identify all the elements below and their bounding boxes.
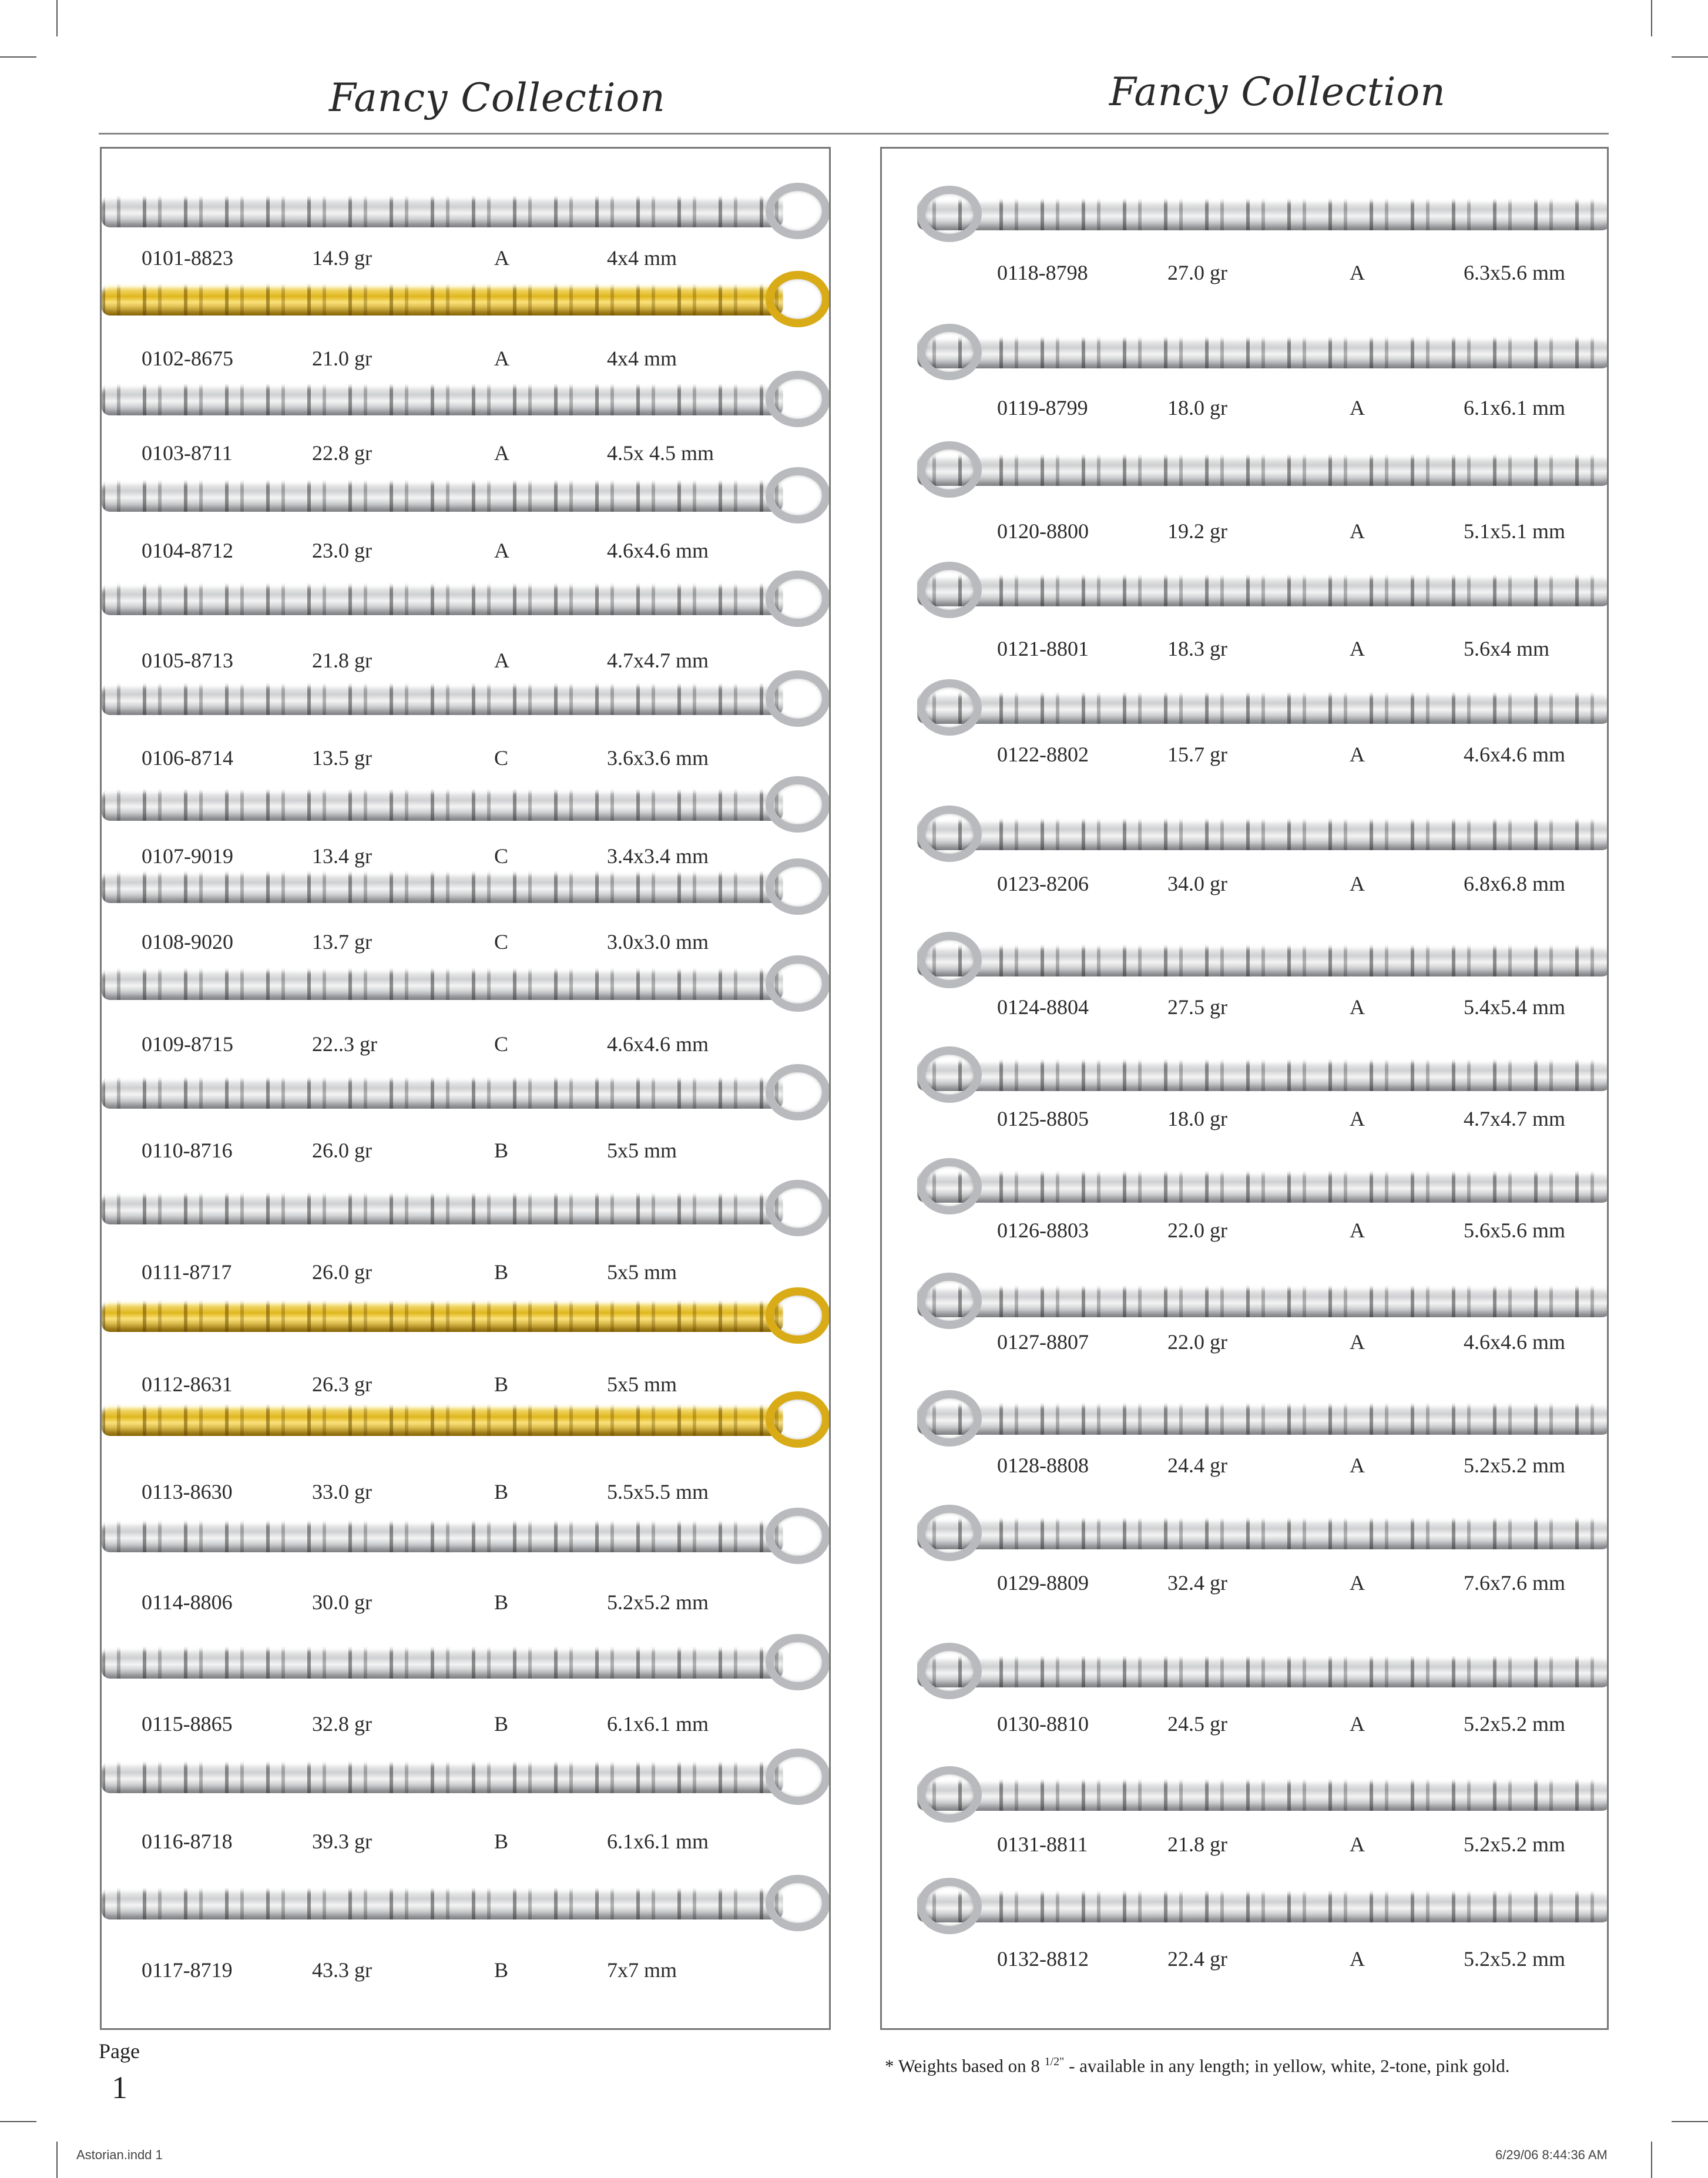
size-label: 7.6x7.6 mm	[1464, 1571, 1566, 1595]
grade-label: A	[1350, 1219, 1365, 1242]
weight-label: 19.2 gr	[1167, 519, 1227, 543]
chain-image	[102, 1761, 783, 1793]
sku-label: 0110-8716	[142, 1139, 233, 1162]
clasp-icon	[917, 679, 982, 736]
grade-label: A	[1350, 995, 1365, 1019]
grade-label: B	[494, 1712, 509, 1736]
weight-label: 30.0 gr	[312, 1590, 372, 1614]
sku-label: 0132-8812	[997, 1947, 1089, 1971]
weight-label: 24.4 gr	[1167, 1454, 1227, 1477]
grade-label: A	[1350, 1330, 1365, 1354]
grade-label: A	[1350, 637, 1365, 660]
weight-label: 27.5 gr	[1167, 995, 1227, 1019]
chain-image	[102, 284, 783, 316]
weight-label: 26.0 gr	[312, 1139, 372, 1162]
weight-label: 13.4 gr	[312, 844, 372, 868]
clasp-icon	[917, 1158, 982, 1214]
size-label: 5x5 mm	[607, 1139, 677, 1162]
chain-image	[917, 337, 1609, 368]
clasp-icon	[766, 858, 830, 915]
grade-label: C	[494, 1032, 509, 1056]
sku-label: 0104-8712	[142, 539, 233, 562]
chain-image	[917, 199, 1609, 230]
chain-image	[102, 1521, 783, 1552]
clasp-icon	[766, 1287, 830, 1344]
sku-label: 0122-8802	[997, 743, 1089, 766]
crop-mark	[56, 0, 58, 36]
sku-label: 0109-8715	[142, 1032, 233, 1056]
product-panel-right	[880, 147, 1609, 2030]
grade-label: A	[1350, 743, 1365, 766]
sku-label: 0121-8801	[997, 637, 1089, 660]
page-title-right: Fancy Collection	[1109, 69, 1446, 115]
weight-label: 22.4 gr	[1167, 1947, 1227, 1971]
sku-label: 0112-8631	[142, 1372, 233, 1396]
sku-label: 0115-8865	[142, 1712, 233, 1736]
clasp-icon	[766, 1749, 830, 1805]
page-label: Page	[99, 2039, 140, 2063]
size-label: 6.1x6.1 mm	[607, 1712, 709, 1736]
sku-label: 0106-8714	[142, 746, 233, 770]
clasp-icon	[766, 271, 830, 327]
grade-label: A	[1350, 519, 1365, 543]
grade-label: C	[494, 930, 509, 954]
weight-label: 21.0 gr	[312, 347, 372, 370]
chain-image	[102, 1193, 783, 1224]
chain-image	[102, 683, 783, 715]
grade-label: A	[1350, 1107, 1365, 1130]
weight-label: 26.0 gr	[312, 1260, 372, 1284]
clasp-icon	[917, 1390, 982, 1447]
page-number: 1	[112, 2070, 127, 2105]
weight-label: 13.7 gr	[312, 930, 372, 954]
chain-image	[102, 871, 783, 903]
footnote-suffix: - available in any length; in yellow, white, 2-tone, pink gold.	[1064, 2055, 1510, 2076]
sku-label: 0123-8206	[997, 872, 1089, 895]
grade-label: A	[1350, 1947, 1365, 1971]
clasp-icon	[917, 1273, 982, 1329]
sku-label: 0114-8806	[142, 1590, 233, 1614]
clasp-icon	[766, 1634, 830, 1690]
header-divider	[99, 133, 1609, 135]
crop-mark	[1651, 0, 1652, 36]
chain-image	[102, 384, 783, 415]
weight-label: 23.0 gr	[312, 539, 372, 562]
size-label: 6.1x6.1 mm	[607, 1830, 709, 1853]
weight-label: 21.8 gr	[1167, 1833, 1227, 1856]
size-label: 4.5x 4.5 mm	[607, 441, 714, 465]
clasp-icon	[766, 1180, 830, 1236]
sku-label: 0117-8719	[142, 1958, 233, 1982]
grade-label: A	[1350, 1833, 1365, 1856]
weight-label: 18.3 gr	[1167, 637, 1227, 660]
weight-label: 22.0 gr	[1167, 1219, 1227, 1242]
size-label: 3.0x3.0 mm	[607, 930, 709, 954]
crop-mark	[0, 56, 36, 58]
size-label: 5.4x5.4 mm	[1464, 995, 1566, 1019]
size-label: 4.6x4.6 mm	[1464, 743, 1566, 766]
sku-label: 0119-8799	[997, 396, 1088, 420]
sku-label: 0113-8630	[142, 1480, 233, 1504]
sku-label: 0130-8810	[997, 1712, 1089, 1736]
grade-label: B	[494, 1260, 509, 1284]
size-label: 3.6x3.6 mm	[607, 746, 709, 770]
sku-label: 0111-8717	[142, 1260, 232, 1284]
clasp-icon	[766, 670, 830, 727]
crop-mark	[56, 2142, 58, 2178]
chain-image	[917, 1891, 1609, 1922]
weight-label: 27.0 gr	[1167, 261, 1227, 284]
chain-image	[917, 1059, 1609, 1091]
weight-label: 32.4 gr	[1167, 1571, 1227, 1595]
size-label: 5.6x4 mm	[1464, 637, 1550, 660]
clasp-icon	[917, 1766, 982, 1823]
sku-label: 0127-8807	[997, 1330, 1089, 1354]
sku-label: 0129-8809	[997, 1571, 1089, 1595]
clasp-icon	[766, 1391, 830, 1448]
chain-image	[102, 1647, 783, 1679]
crop-mark	[0, 2121, 36, 2122]
grade-label: A	[494, 347, 509, 370]
size-label: 4.7x4.7 mm	[607, 649, 709, 672]
size-label: 4.6x4.6 mm	[1464, 1330, 1566, 1354]
footnote-prefix: * Weights based on 8	[885, 2055, 1045, 2076]
sku-label: 0118-8798	[997, 261, 1088, 284]
clasp-icon	[917, 1643, 982, 1699]
grade-label: A	[494, 539, 509, 562]
grade-label: A	[1350, 396, 1365, 420]
chain-image	[917, 1286, 1609, 1317]
size-label: 4.6x4.6 mm	[607, 1032, 709, 1056]
size-label: 5.2x5.2 mm	[1464, 1947, 1566, 1971]
size-label: 4.6x4.6 mm	[607, 539, 709, 562]
weight-label: 15.7 gr	[1167, 743, 1227, 766]
sku-label: 0101-8823	[142, 246, 233, 270]
clasp-icon	[917, 806, 982, 862]
weight-label: 14.9 gr	[312, 246, 372, 270]
size-label: 5.2x5.2 mm	[607, 1590, 709, 1614]
size-label: 7x7 mm	[607, 1958, 677, 1982]
size-label: 6.3x5.6 mm	[1464, 261, 1566, 284]
weight-label: 22.0 gr	[1167, 1330, 1227, 1354]
weight-label: 43.3 gr	[312, 1958, 372, 1982]
size-label: 6.1x6.1 mm	[1464, 396, 1566, 420]
weight-label: 21.8 gr	[312, 649, 372, 672]
crop-mark	[1672, 56, 1708, 58]
size-label: 6.8x6.8 mm	[1464, 872, 1566, 895]
weight-label: 33.0 gr	[312, 1480, 372, 1504]
weight-label: 24.5 gr	[1167, 1712, 1227, 1736]
chain-image	[917, 575, 1609, 606]
clasp-icon	[917, 1505, 982, 1561]
grade-label: B	[494, 1139, 509, 1162]
chain-image	[917, 1171, 1609, 1203]
clasp-icon	[917, 186, 982, 242]
sku-label: 0125-8805	[997, 1107, 1089, 1130]
sku-label: 0126-8803	[997, 1219, 1089, 1242]
sku-label: 0120-8800	[997, 519, 1089, 543]
sku-label: 0108-9020	[142, 930, 233, 954]
size-label: 5.1x5.1 mm	[1464, 519, 1566, 543]
grade-label: B	[494, 1480, 509, 1504]
clasp-icon	[917, 932, 982, 988]
size-label: 5x5 mm	[607, 1260, 677, 1284]
grade-label: A	[1350, 1571, 1365, 1595]
chain-image	[102, 583, 783, 615]
weight-label: 32.8 gr	[312, 1712, 372, 1736]
weight-label: 26.3 gr	[312, 1372, 372, 1396]
size-label: 4.7x4.7 mm	[1464, 1107, 1566, 1130]
grade-label: A	[1350, 1712, 1365, 1736]
sku-label: 0116-8718	[142, 1830, 233, 1853]
chain-image	[917, 1656, 1609, 1687]
weight-label: 13.5 gr	[312, 746, 372, 770]
size-label: 5.5x5.5 mm	[607, 1480, 709, 1504]
chain-image	[102, 789, 783, 821]
size-label: 5x5 mm	[607, 1372, 677, 1396]
clasp-icon	[766, 371, 830, 427]
chain-image	[917, 692, 1609, 724]
print-timestamp: 6/29/06 8:44:36 AM	[1495, 2147, 1608, 2162]
weight-label: 18.0 gr	[1167, 396, 1227, 420]
chain-image	[102, 1404, 783, 1436]
clasp-icon	[766, 570, 830, 627]
chain-image	[917, 454, 1609, 486]
grade-label: A	[494, 246, 509, 270]
crop-mark	[1672, 2121, 1708, 2122]
weight-label: 22..3 gr	[312, 1032, 377, 1056]
grade-label: B	[494, 1958, 509, 1982]
size-label: 5.6x5.6 mm	[1464, 1219, 1566, 1242]
product-panel-left	[100, 147, 831, 2030]
sku-label: 0107-9019	[142, 844, 233, 868]
clasp-icon	[766, 1875, 830, 1931]
chain-image	[102, 968, 783, 1000]
sku-label: 0128-8808	[997, 1454, 1089, 1477]
chain-image	[102, 1077, 783, 1109]
sku-label: 0124-8804	[997, 995, 1089, 1019]
grade-label: C	[494, 746, 509, 770]
grade-label: A	[1350, 872, 1365, 895]
clasp-icon	[917, 324, 982, 380]
sku-label: 0131-8811	[997, 1833, 1088, 1856]
chain-image	[917, 1779, 1609, 1811]
chain-image	[917, 1403, 1609, 1435]
clasp-icon	[917, 1878, 982, 1934]
clasp-icon	[766, 183, 830, 239]
size-label: 4x4 mm	[607, 246, 677, 270]
clasp-icon	[917, 441, 982, 498]
clasp-icon	[766, 955, 830, 1012]
sku-label: 0102-8675	[142, 347, 233, 370]
chain-image	[102, 1300, 783, 1332]
sku-label: 0103-8711	[142, 441, 233, 465]
chain-image	[917, 1518, 1609, 1549]
chain-image	[917, 945, 1609, 976]
clasp-icon	[917, 1046, 982, 1103]
footnote-superscript: 1/2"	[1044, 2055, 1065, 2068]
crop-mark	[1651, 2142, 1652, 2178]
grade-label: A	[494, 441, 509, 465]
size-label: 4x4 mm	[607, 347, 677, 370]
grade-label: A	[494, 649, 509, 672]
weight-label: 39.3 gr	[312, 1830, 372, 1853]
weights-footnote	[885, 2055, 1510, 2076]
clasp-icon	[917, 562, 982, 618]
size-label: 5.2x5.2 mm	[1464, 1712, 1566, 1736]
size-label: 5.2x5.2 mm	[1464, 1454, 1566, 1477]
grade-label: B	[494, 1830, 509, 1853]
weight-label: 34.0 gr	[1167, 872, 1227, 895]
weight-label: 18.0 gr	[1167, 1107, 1227, 1130]
grade-label: A	[1350, 1454, 1365, 1477]
grade-label: B	[494, 1372, 509, 1396]
clasp-icon	[766, 1064, 830, 1120]
clasp-icon	[766, 1508, 830, 1564]
weight-label: 22.8 gr	[312, 441, 372, 465]
chain-image	[102, 196, 783, 227]
chain-image	[102, 1888, 783, 1919]
clasp-icon	[766, 776, 830, 833]
grade-label: C	[494, 844, 509, 868]
page-title-left: Fancy Collection	[329, 75, 666, 120]
file-slug: Astorian.indd 1	[76, 2147, 163, 2162]
grade-label: B	[494, 1590, 509, 1614]
clasp-icon	[766, 467, 830, 523]
size-label: 5.2x5.2 mm	[1464, 1833, 1566, 1856]
sku-label: 0105-8713	[142, 649, 233, 672]
grade-label: A	[1350, 261, 1365, 284]
chain-image	[917, 818, 1609, 850]
chain-image	[102, 480, 783, 512]
size-label: 3.4x3.4 mm	[607, 844, 709, 868]
